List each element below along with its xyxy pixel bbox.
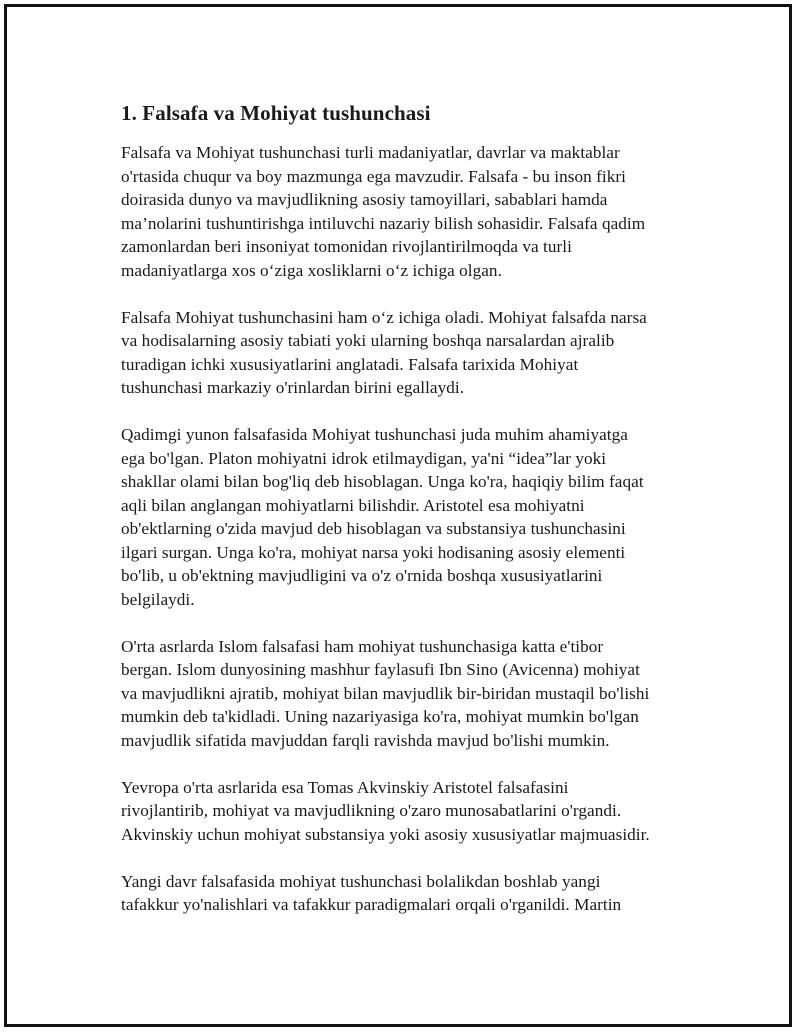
paragraph	[121, 776, 701, 847]
paragraph	[121, 306, 701, 400]
paragraph-line: O'rta asrlarda Islom falsafasi ham mohiyat tushunchasiga katta e'tibor	[121, 636, 604, 656]
paragraph-line: turadigan ichki xususiyatlarini anglatadi. Falsafa tarixida Mohiyat	[121, 354, 579, 374]
paragraph	[121, 423, 701, 611]
paragraph-line: mumkin deb ta'kidladi. Uning nazariyasiga ko'ra, mohiyat mumkin bo'lgan	[121, 707, 639, 726]
paragraph-line: ob'ektlarning o'zida mavjud deb hisoblagan va substansiya tushunchasini	[121, 519, 626, 538]
paragraph-line: doirasida dunyo va mavjudlikning asosiy tamoyillari, sabablari hamda	[121, 190, 608, 209]
paragraph-line: bo'lib, u ob'ektning mavjudligini va o'z o'rnida boshqa xususiyatlarini	[121, 566, 603, 585]
paragraph-line: Falsafa Mohiyat tushunchasini ham o‘z ichiga oladi. Mohiyat falsafda narsa	[121, 307, 647, 327]
paragraph-line: ilgari surgan. Unga ko'ra, mohiyat narsa yoki hodisaning asosiy elementi	[121, 542, 626, 562]
paragraph	[121, 141, 701, 282]
paragraph-line: shakllar olami bilan bog'liq deb hisoblagan. Unga ko'ra, haqiqiy bilim faqat	[121, 472, 644, 491]
paragraph-line: ma’nolarini tushuntirishga intiluvchi nazariy bilish sohasidir. Falsafa qadim	[121, 213, 646, 233]
paragraph-line: tafakkur yo'nalishlari va tafakkur paradigmalari orqali o'rganildi. Martin	[121, 895, 622, 914]
paragraph-line: aqli bilan anglangan mohiyatlarni bilishdir. Aristotel esa mohiyatni	[121, 495, 585, 515]
page-frame	[4, 4, 792, 1027]
paragraphs-container	[121, 141, 701, 917]
paragraph-line: va mavjudlikni ajratib, mohiyat bilan mavjudlik bir-biridan mustaqil bo'lishi	[121, 683, 650, 703]
paragraph-line: Yevropa o'rta asrlarida esa Tomas Akvinskiy Aristotel falsafasini	[121, 777, 569, 797]
paragraph-line: Falsafa va Mohiyat tushunchasi turli madaniyatlar, davrlar va maktablar	[121, 143, 620, 162]
paragraph-line: Yangi davr falsafasida mohiyat tushunchasi bolalikdan boshlab yangi	[121, 871, 601, 891]
paragraph-line: o'rtasida chuqur va boy mazmunga ega mavzudir. Falsafa - bu inson fikri	[121, 166, 626, 186]
paragraph-line: tushunchasi markaziy o'rinlardan birini egallaydi.	[121, 378, 465, 397]
paragraph-line: Akvinskiy uchun mohiyat substansiya yoki asosiy xususiyatlar majmuasidir.	[121, 824, 650, 844]
section-heading: 1. Falsafa va Mohiyat tushunchasi	[121, 101, 431, 125]
paragraph-line: zamonlardan beri insoniyat tomonidan rivojlantirilmoqda va turli	[121, 237, 572, 256]
paragraph-line: ega bo'lgan. Platon mohiyatni idrok etilmaydigan, ya'ni “idea”lar yoki	[121, 448, 607, 468]
paragraph-line: bergan. Islom dunyosining mashhur faylasufi Ibn Sino (Avicenna) mohiyat	[121, 660, 640, 679]
paragraph	[121, 870, 701, 917]
paragraph-line: rivojlantirib, mohiyat va mavjudlikning o'zaro munosabatlarini o'rgandi.	[121, 801, 622, 820]
paragraph	[121, 635, 701, 753]
paragraph-line: belgilaydi.	[121, 589, 195, 609]
document-body	[121, 99, 701, 940]
paragraph-line: mavjudlik sifatida mavjuddan farqli ravishda mavjud bo'lishi mumkin.	[121, 730, 610, 750]
paragraph-line: madaniyatlarga xos o‘ziga xosliklarni o‘z ichiga olgan.	[121, 260, 502, 280]
paragraph-line: Qadimgi yunon falsafasida Mohiyat tushunchasi juda muhim ahamiyatga	[121, 425, 628, 444]
paragraph-line: va hodisalarning asosiy tabiati yoki ularning boshqa narsalardan ajralib	[121, 331, 615, 350]
